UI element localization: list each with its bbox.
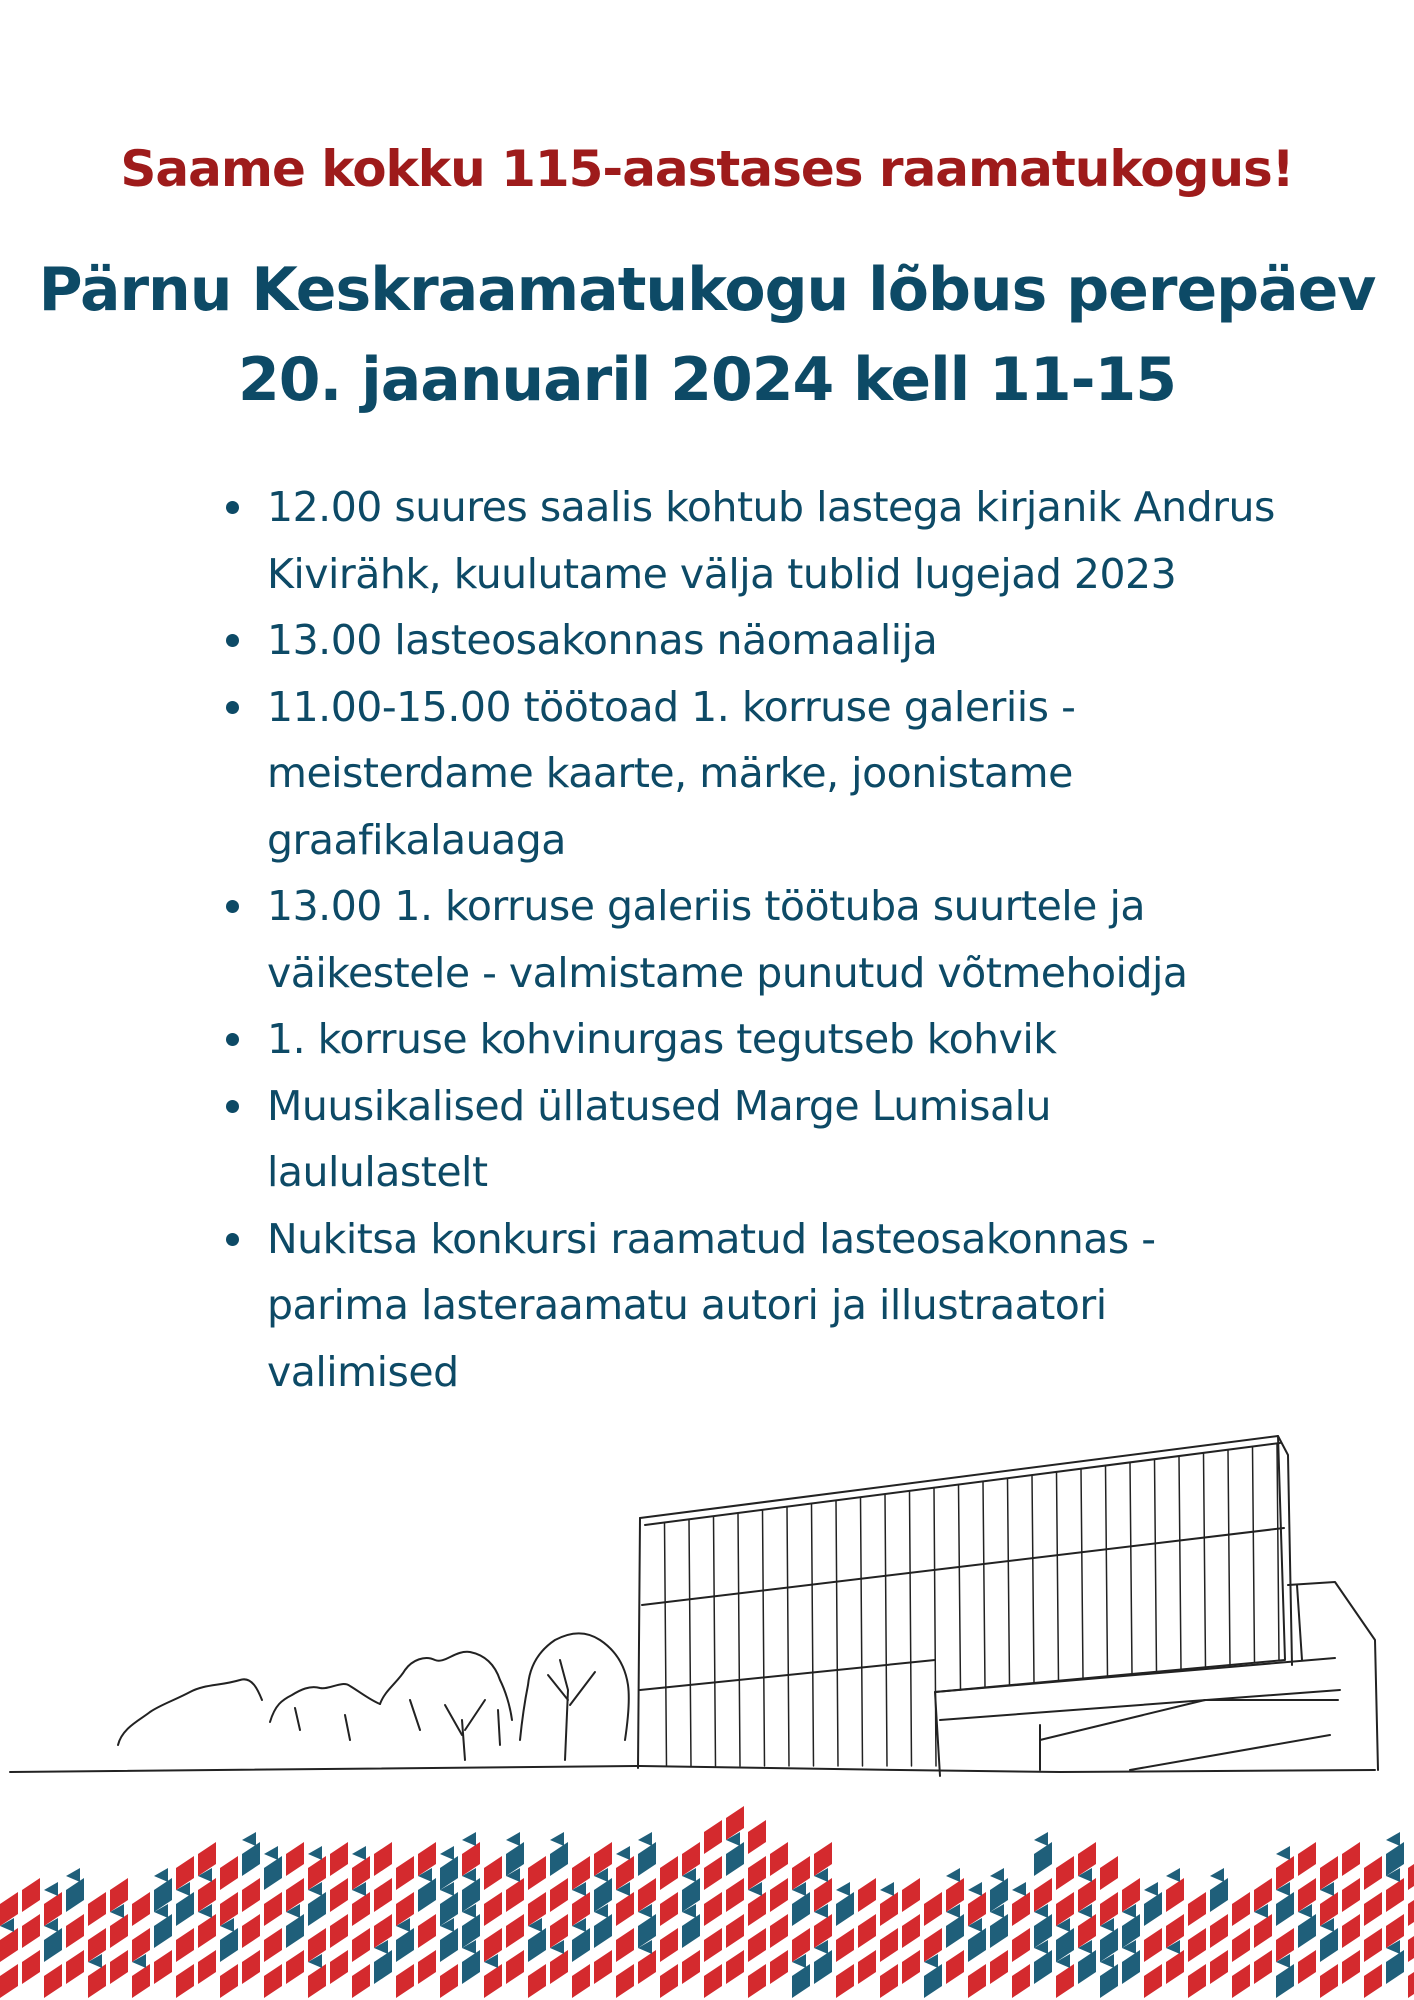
- decorative-pattern-icon: [0, 1806, 1414, 1998]
- program-item: 1. korruse kohvinurgas tegutseb kohvik: [215, 1006, 1275, 1073]
- program-item: Nukitsa konkursi raamatud lasteosakonnas - parima lasteraamatu autori ja illustraatori valimised: [215, 1206, 1275, 1406]
- program-item: Muusikalised üllatused Marge Lumisalu laululastelt: [215, 1073, 1275, 1206]
- trees-sketch-icon: [118, 1633, 629, 1760]
- library-building-sketch-icon: [10, 1436, 1378, 1776]
- event-title-date: 20. jaanuaril 2024 kell 11-15: [237, 345, 1177, 415]
- event-tagline: Saame kokku 115-aastases raamatukogus!: [120, 140, 1294, 198]
- program-item: 13.00 1. korruse galeriis töötuba suurtele ja väikestele - valmistame punutud võtmehoidja: [215, 873, 1275, 1006]
- program-item: 12.00 suures saalis kohtub lastega kirjanik Andrus Kivirähk, kuulutame välja tublid lugejad 2023: [215, 474, 1275, 607]
- program-item: 13.00 lasteosakonnas näomaalija: [215, 607, 1275, 674]
- program-item: 11.00-15.00 töötoad 1. korruse galeriis - meisterdame kaarte, märke, joonistame graafikalauaga: [215, 674, 1275, 874]
- event-title-name: Pärnu Keskraamatukogu lõbus perepäev: [38, 255, 1376, 325]
